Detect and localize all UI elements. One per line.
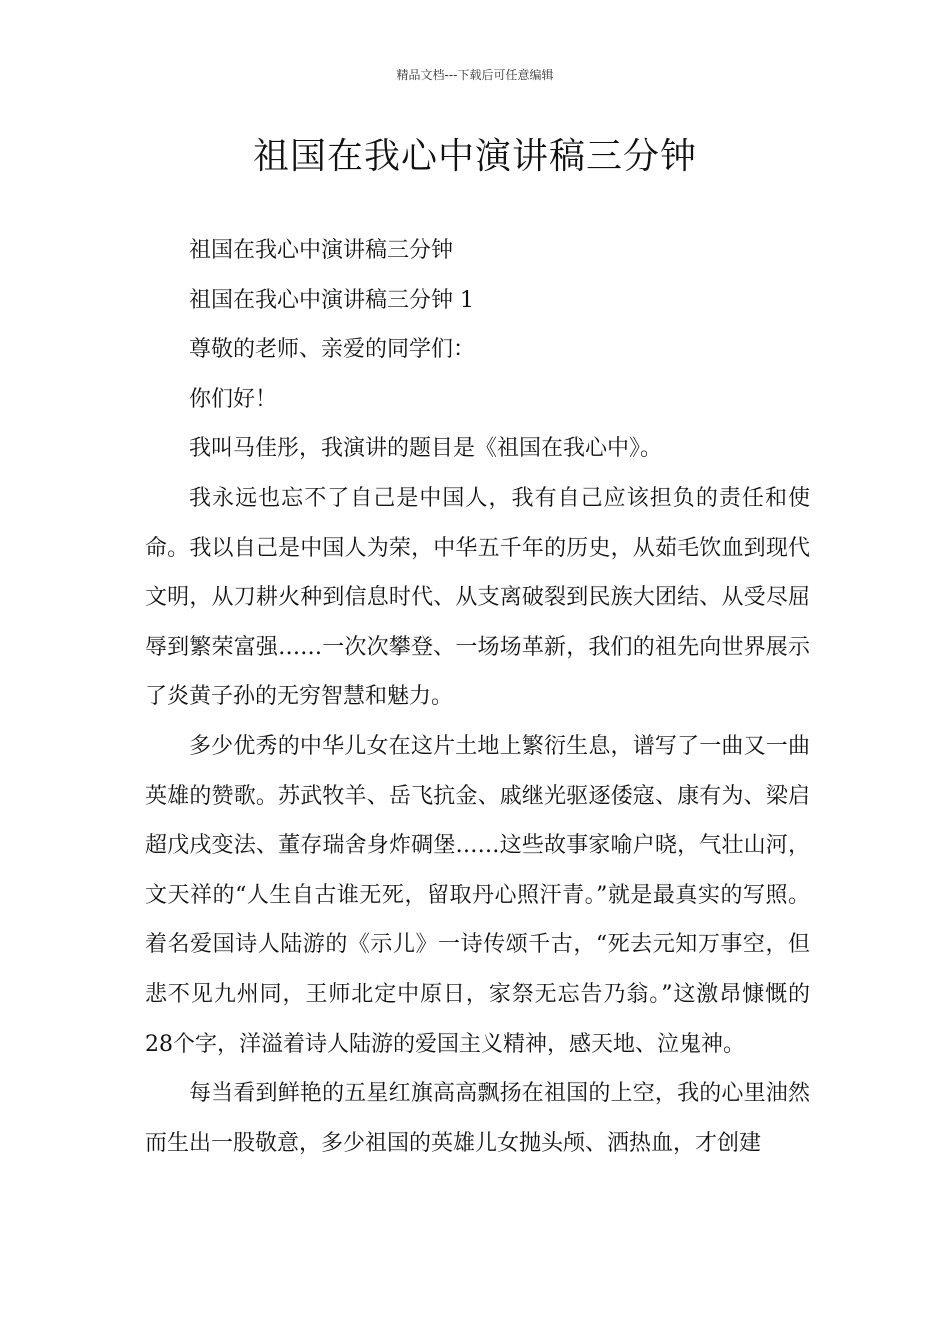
greeting: 你们好！ bbox=[189, 386, 278, 412]
paragraph: 我永远也忘不了自己是中国人，我有自己应该担负的责任和使命。我以自己是中国人为荣，中华五千年的历史，从茹毛饮血到现代文明，从刀耕火种到信息时代、从支离破裂到民族大团结、从受尽屈辱到繁荣富强……一次次攀登、一场场革新，我们的祖先向世界展示了炎黄子孙的无穷智慧和魅力。 bbox=[145, 485, 810, 710]
header-note: 精品文档---下载后可任意编辑 bbox=[396, 68, 554, 82]
speech-intro: 我叫马佳彤，我演讲的题目是《祖国在我心中》。 bbox=[189, 436, 663, 462]
paragraph: 每当看到鲜艳的五星红旗高高飘扬在祖国的上空，我的心里油然而生出一股敬意，多少祖国的英雄儿女抛头颅、洒热血，才创建 bbox=[145, 1081, 810, 1156]
subtitle-line: 祖国在我心中演讲稿三分钟 bbox=[189, 238, 454, 263]
paragraph: 多少优秀的中华儿女在这片土地上繁衍生息，谱写了一曲又一曲英雄的赞歌。苏武牧羊、岳飞抗金、戚继光驱逐倭寇、康有为、梁启超戊戌变法、董存瑞舍身炸碉堡……这些故事家喻户晓，气壮山河，文天祥的“人生自古谁无死，留取丹心照汗青。”就是最真实的写照。着名爱国诗人陆游的《示儿》一诗传颂千古，“死去元知万事空，但悲不见九州同，王师北定中原日，家祭无忘告乃翁。”这激昂慷慨的28个字，洋溢着诗人陆游的爱国主义精神，感天地、泣鬼神。 bbox=[145, 733, 810, 1057]
salutation: 尊敬的老师、亲爱的同学们： bbox=[189, 337, 476, 363]
document-title: 祖国在我心中演讲稿三分钟 bbox=[252, 136, 697, 177]
document-body bbox=[145, 226, 810, 1168]
section-heading: 祖国在我心中演讲稿三分钟 1 bbox=[189, 287, 474, 313]
